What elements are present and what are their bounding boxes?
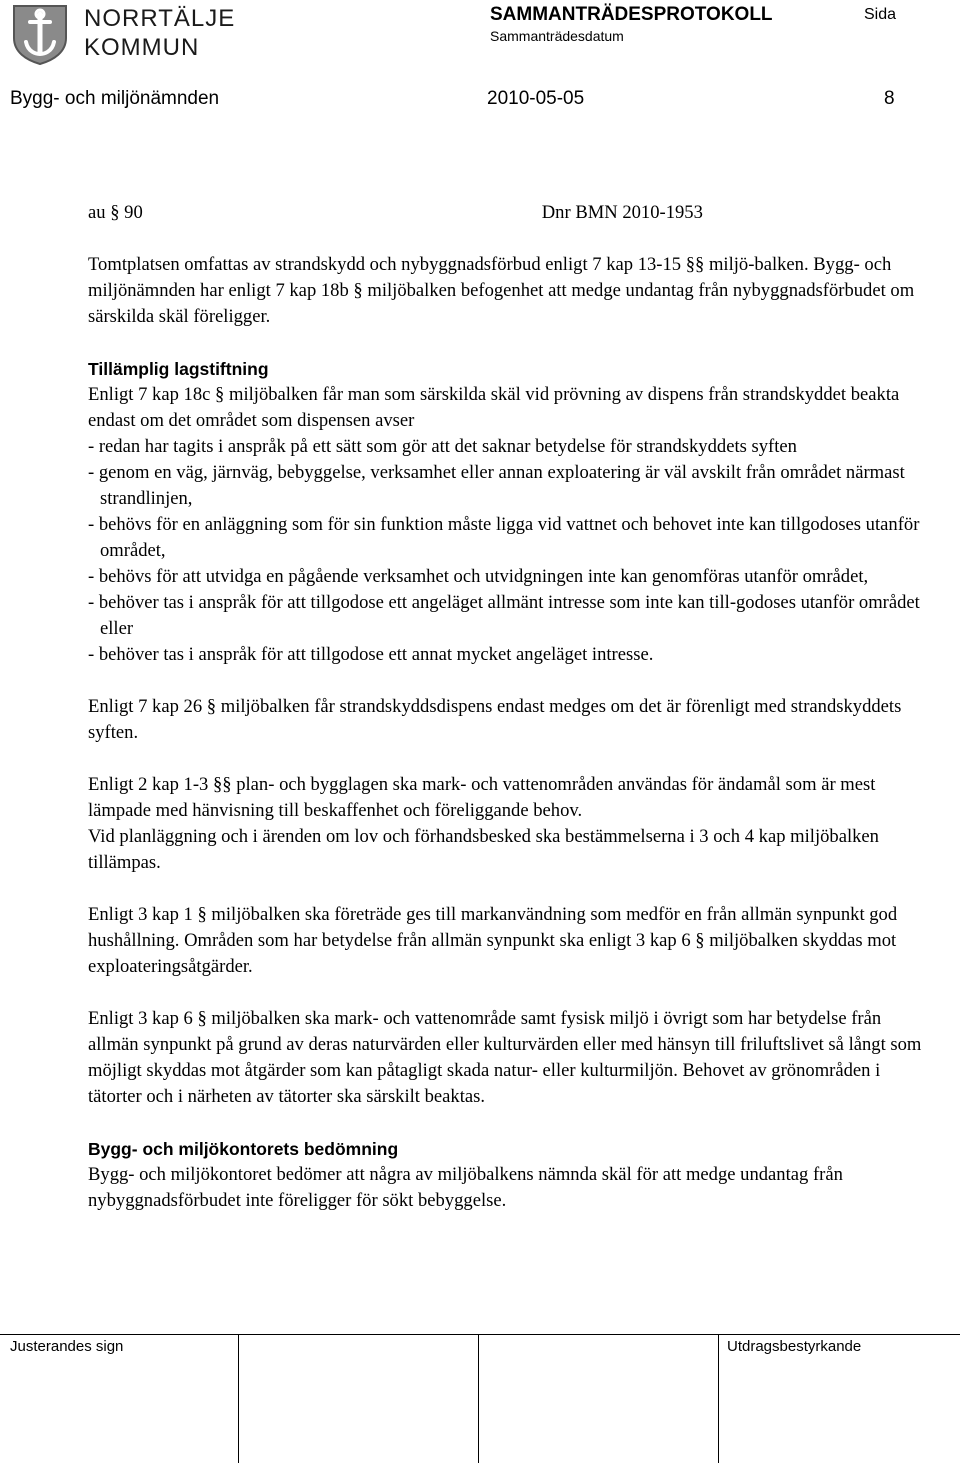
list-item: - behövs för att utvidga en pågående verksamhet och utvidgningen inte kan genomföras utanför området, — [88, 566, 869, 587]
meeting-date: 2010-05-05 — [487, 88, 585, 109]
paragraph-pbl-2: Vid planläggning och i ärenden om lov och förhandsbesked ska bestämmelserna i 3 och 4 kap miljöbalken tillämpas. — [88, 826, 879, 873]
law-intro: Enligt 7 kap 18c § miljöbalken får man som särskilda skäl vid prövning av dispens från strandskyddet beakta endast om det området som dispensen avser — [88, 384, 900, 431]
list-item: - behöver tas i anspråk för att tillgodose ett angeläget allmänt intresse som inte kan till-godoses utanför området eller — [88, 592, 920, 639]
au-reference: au § 90 — [88, 202, 143, 223]
law-criteria-list — [88, 434, 928, 668]
municipality-logo-icon — [10, 2, 70, 66]
page-number: 8 — [884, 88, 895, 109]
page-label: Sida — [864, 6, 897, 23]
extract-cell — [718, 1335, 959, 1463]
document-type: SAMMANTRÄDESPROTOKOLL — [490, 4, 773, 25]
signature-footer — [0, 1334, 960, 1463]
paragraph-pbl-1: Enligt 2 kap 1-3 §§ plan- och bygglagen ska mark- och vattenområden användas för ändamål som är mest lämpade med hänvisning till beskaffenhet och föreliggande behov. — [88, 774, 876, 821]
municipality-name: NORRTÄLJE KOMMUN — [84, 5, 236, 61]
paragraph-7-26: Enligt 7 kap 26 § miljöbalken får strandskyddsdispens endast medges om det är förenligt med strandskyddets syften. — [88, 696, 902, 743]
sign-label: Justerandes sign — [10, 1338, 124, 1355]
paragraph-3-1: Enligt 3 kap 1 § miljöbalken ska företräde ges till markanvändning som medför en från allmän synpunkt god hushållning. Områden som har betydelse från allmän synpunkt ska enligt 3 kap 6 § miljöbalken skyddas mot exploateringsåtgärder. — [88, 904, 898, 977]
sign-cell-3 — [478, 1335, 719, 1463]
paragraph-3-6: Enligt 3 kap 6 § miljöbalken ska mark- och vattenområde samt fysisk miljö i övrigt som har betydelse från allmän synpunkt på grund av deras naturvärden eller kulturvärden eller med hänsyn till friluftslivet så långt som möjligt skyddas mot åtgärder som kan påtagligt skada natur- eller kulturmiljön. Behovet av grönområden i tätorter och i närheten av tätorter ska särskilt beaktas. — [88, 1008, 922, 1107]
document-body — [88, 200, 928, 1214]
assessment-paragraph: Bygg- och miljökontoret bedömer att några av miljöbalkens nämnda skäl för att medge undantag från nybyggnadsförbudet inte föreligger för sökt bebyggelse. — [88, 1164, 843, 1211]
diary-number: Dnr BMN 2010-1953 — [541, 202, 703, 223]
assessment-heading: Bygg- och miljökontorets bedömning — [88, 1139, 399, 1159]
meeting-date-label: Sammanträdesdatum — [490, 28, 624, 44]
case-reference — [88, 200, 928, 226]
extract-label: Utdragsbestyrkande — [727, 1338, 862, 1355]
sign-cell-2 — [238, 1335, 479, 1463]
list-item: - behövs för en anläggning som för sin funktion måste ligga vid vattnet och behovet inte kan tillgodoses utanför området, — [88, 514, 920, 561]
sign-cell-1 — [0, 1335, 238, 1463]
committee-name: Bygg- och miljönämnden — [10, 88, 220, 109]
list-item: - redan har tagits i anspråk på ett sätt som gör att det saknar betydelse för strandskyddets syften — [88, 436, 797, 457]
law-heading: Tillämplig lagstiftning — [88, 359, 269, 379]
list-item: - behöver tas i anspråk för att tillgodose ett annat mycket angeläget intresse. — [88, 644, 654, 665]
list-item: - genom en väg, järnväg, bebyggelse, verksamhet eller annan exploatering är väl avskilt från området närmast strandlinjen, — [88, 462, 905, 509]
intro-paragraph: Tomtplatsen omfattas av strandskydd och nybyggnadsförbud enligt 7 kap 13-15 §§ miljö-balken. Bygg- och miljönämnden har enligt 7 kap 18b § miljöbalken befogenhet att medge undantag från nybyggnadsförbudet om särskilda skäl föreligger. — [88, 254, 915, 327]
